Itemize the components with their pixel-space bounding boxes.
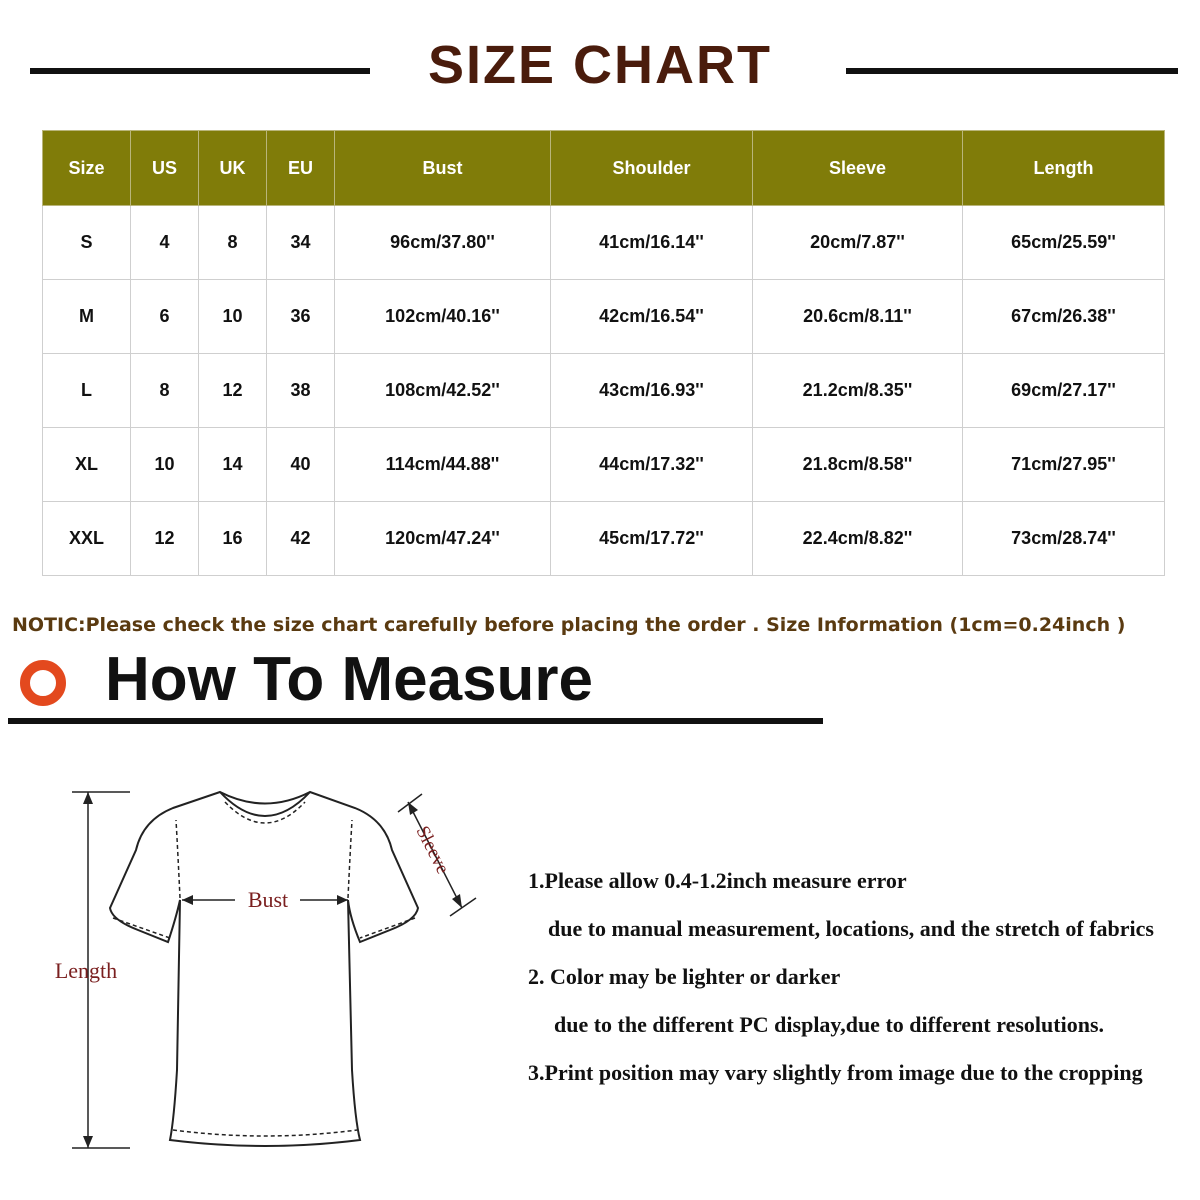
cell-uk: 8 (199, 206, 267, 280)
cell-uk: 14 (199, 428, 267, 502)
cell-shoulder: 41cm/16.14'' (551, 206, 753, 280)
cell-uk: 10 (199, 280, 267, 354)
cell-uk: 16 (199, 502, 267, 576)
tshirt-outline (110, 792, 418, 1146)
cell-sleeve: 21.2cm/8.35'' (753, 354, 963, 428)
cell-sleeve: 20cm/7.87'' (753, 206, 963, 280)
cell-bust: 120cm/47.24'' (335, 502, 551, 576)
cell-sleeve: 21.8cm/8.58'' (753, 428, 963, 502)
cell-length: 71cm/27.95'' (963, 428, 1165, 502)
cell-eu: 36 (267, 280, 335, 354)
cell-shoulder: 42cm/16.54'' (551, 280, 753, 354)
cell-sleeve: 22.4cm/8.82'' (753, 502, 963, 576)
measure-title: How To Measure (105, 645, 594, 714)
cell-size: L (43, 354, 131, 428)
cell-size: XL (43, 428, 131, 502)
page-title: SIZE CHART (428, 35, 772, 95)
tshirt-diagram (30, 780, 490, 1160)
cell-length: 69cm/27.17'' (963, 354, 1165, 428)
table-header-row (43, 131, 1165, 206)
cell-eu: 34 (267, 206, 335, 280)
table-row (43, 280, 1165, 354)
col-header-us: US (131, 131, 199, 206)
size-table (42, 130, 1165, 576)
col-header-bust: Bust (335, 131, 551, 206)
cell-length: 65cm/25.59'' (963, 206, 1165, 280)
title-rule-right (846, 68, 1178, 74)
length-label: Length (54, 958, 118, 983)
cell-bust: 108cm/42.52'' (335, 354, 551, 428)
cell-size: XXL (43, 502, 131, 576)
col-header-length: Length (963, 131, 1165, 206)
table-row (43, 502, 1165, 576)
table-row (43, 206, 1165, 280)
cell-us: 6 (131, 280, 199, 354)
table-row (43, 428, 1165, 502)
cell-bust: 102cm/40.16'' (335, 280, 551, 354)
cell-uk: 12 (199, 354, 267, 428)
note-2-detail: due to the different PC display,due to different resolutions. (554, 1012, 1105, 1037)
measure-rule (8, 718, 823, 724)
cell-eu: 42 (267, 502, 335, 576)
ring-bullet-icon (20, 660, 66, 706)
note-1: 1.Please allow 0.4-1.2inch measure error (528, 868, 907, 893)
cell-us: 4 (131, 206, 199, 280)
cell-shoulder: 45cm/17.72'' (551, 502, 753, 576)
col-header-size: Size (43, 131, 131, 206)
cell-us: 12 (131, 502, 199, 576)
note-1-detail: due to manual measurement, locations, and the stretch of fabrics (548, 916, 1154, 941)
cell-sleeve: 20.6cm/8.11'' (753, 280, 963, 354)
cell-bust: 114cm/44.88'' (335, 428, 551, 502)
cell-us: 10 (131, 428, 199, 502)
cell-bust: 96cm/37.80'' (335, 206, 551, 280)
bust-label: Bust (247, 887, 289, 912)
cell-shoulder: 44cm/17.32'' (551, 428, 753, 502)
cell-us: 8 (131, 354, 199, 428)
col-header-sleeve: Sleeve (753, 131, 963, 206)
size-notice: NOTIC:Please check the size chart carefully before placing the order . Size Information (1cm=0.24inch ) (12, 614, 1126, 636)
cell-length: 67cm/26.38'' (963, 280, 1165, 354)
note-2: 2. Color may be lighter or darker (528, 964, 841, 989)
cell-size: S (43, 206, 131, 280)
cell-shoulder: 43cm/16.93'' (551, 354, 753, 428)
cell-eu: 40 (267, 428, 335, 502)
cell-eu: 38 (267, 354, 335, 428)
cell-length: 73cm/28.74'' (963, 502, 1165, 576)
col-header-shoulder: Shoulder (551, 131, 753, 206)
col-header-eu: EU (267, 131, 335, 206)
sleeve-label: Sleeve (411, 822, 454, 878)
col-header-uk: UK (199, 131, 267, 206)
note-3: 3.Print position may vary slightly from image due to the cropping (528, 1060, 1143, 1085)
cell-size: M (43, 280, 131, 354)
table-row (43, 354, 1165, 428)
